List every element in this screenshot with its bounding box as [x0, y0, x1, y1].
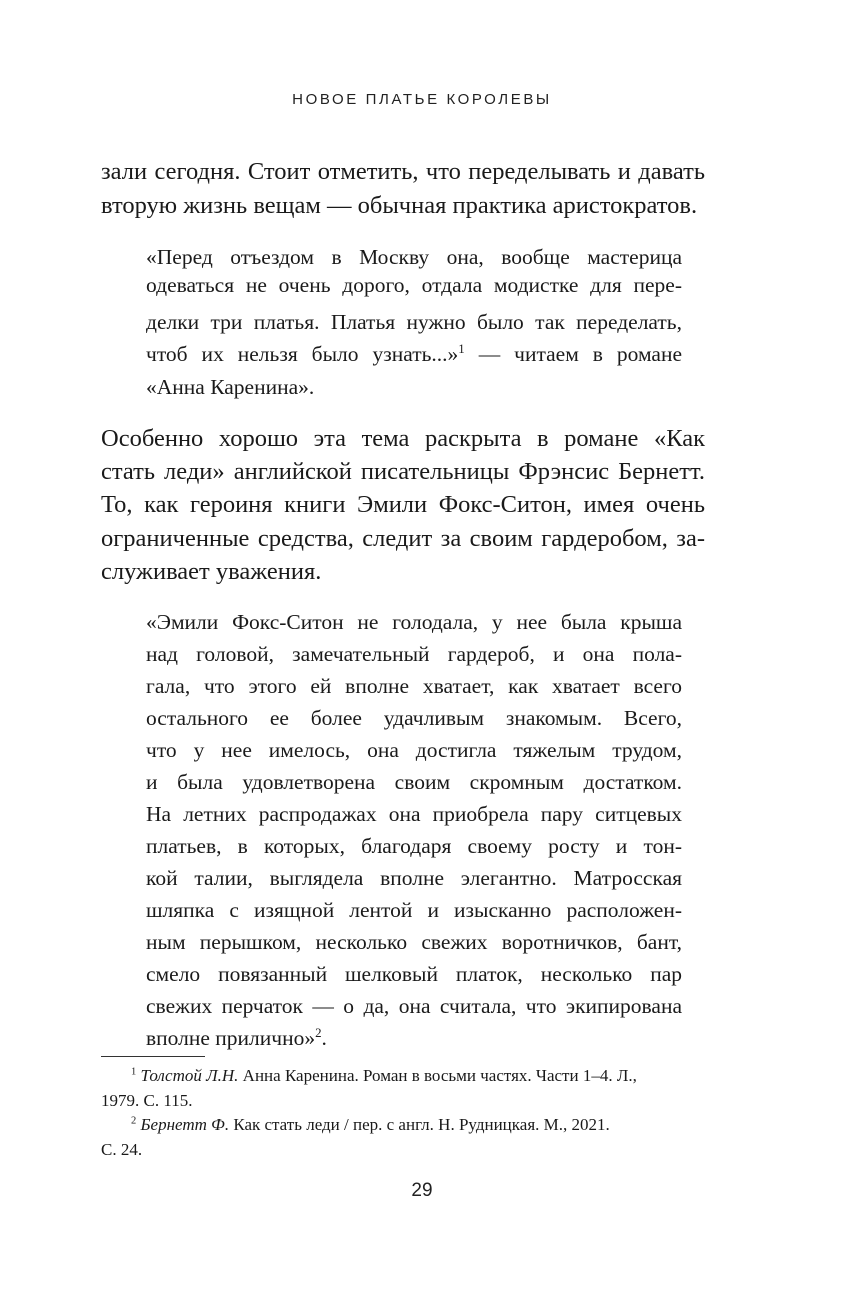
quote-line: делки три платья. Платья нужно было так переделать,	[146, 310, 682, 334]
quote-line: смело повязанный шелковый платок, несколько пар	[146, 962, 682, 986]
page-number: 29	[411, 1180, 433, 1201]
quote-line: На летних распродажах она приобрела пару ситцевых	[146, 802, 682, 826]
footnote-number: 2	[131, 1115, 137, 1127]
footnote-line	[101, 1064, 697, 1088]
quote-line: «Перед отъездом в Москву она, вообще мастерица	[146, 245, 682, 269]
footnote-text: Анна Каренина. Роман в восьми частях. Части 1–4. Л.,	[238, 1066, 637, 1085]
quote-line: и была удовлетворена своим скромным достатком.	[146, 770, 682, 794]
footnote-author: Толстой Л.Н.	[140, 1066, 239, 1085]
quote-line: платьев, в которых, благодаря своему росту и тон-	[146, 834, 682, 858]
quote-line: остального ее более удачливым знакомым. Всего,	[146, 706, 682, 730]
quote-line: свежих перчаток — о да, она считала, что экипирована	[146, 994, 682, 1018]
quote-line: одеваться не очень дорого, отдала модистке для пере-	[146, 273, 682, 297]
paragraph-line: служивает уважения.	[101, 558, 322, 585]
quote-text: чтоб их нельзя было узнать...»	[146, 342, 459, 366]
paragraph-line: стать леди» английской писательницы Фрэнсис Бернетт.	[101, 458, 705, 485]
running-head: НОВОЕ ПЛАТЬЕ КОРОЛЕВЫ	[292, 91, 552, 108]
quote-text: — читаем в романе	[464, 342, 682, 366]
quote-text: .	[321, 1026, 327, 1050]
paragraph-line: То, как героиня книги Эмили Фокс-Ситон, имея очень	[101, 491, 705, 518]
footnote-author: Бернетт Ф.	[140, 1115, 230, 1134]
quote-line: шляпка с изящной лентой и изысканно расположен-	[146, 898, 682, 922]
quote-line: кой талии, выглядела вполне элегантно. Матросская	[146, 866, 682, 890]
footnote-text: Как стать леди / пер. с англ. Н. Рудницкая. М., 2021.	[229, 1115, 610, 1134]
paragraph-line: зали сегодня. Стоит отметить, что переделывать и давать	[101, 158, 705, 185]
footnote-ref-1[interactable]: 1	[458, 341, 465, 356]
footnote-line: С. 24.	[101, 1140, 143, 1159]
footnote-line	[101, 1113, 697, 1137]
paragraph-line: Особенно хорошо эта тема раскрыта в романе «Как	[101, 425, 705, 452]
quote-line: что у нее имелось, она достигла тяжелым трудом,	[146, 738, 682, 762]
quote-line: «Эмили Фокс-Ситон не голодала, у нее была крыша	[146, 610, 682, 634]
quote-line: над головой, замечательный гардероб, и она пола-	[146, 642, 682, 666]
quote-line: «Анна Каренина».	[146, 375, 315, 399]
paragraph-line: ограниченные средства, следит за своим гардеробом, за-	[101, 525, 705, 552]
footnote-ref-2[interactable]: 2	[315, 1025, 322, 1040]
quote-line	[146, 340, 682, 368]
footnote-number: 1	[131, 1066, 137, 1078]
quote-line: гала, что этого ей вполне хватает, как хватает всего	[146, 674, 682, 698]
quote-text: вполне прилично»	[146, 1026, 316, 1050]
footnote-divider	[101, 1056, 205, 1057]
quote-line	[146, 1024, 682, 1052]
quote-line: ным перышком, несколько свежих воротничков, бант,	[146, 930, 682, 954]
footnote-line: 1979. С. 115.	[101, 1091, 193, 1110]
paragraph-line: вторую жизнь вещам — обычная практика аристократов.	[101, 192, 698, 219]
